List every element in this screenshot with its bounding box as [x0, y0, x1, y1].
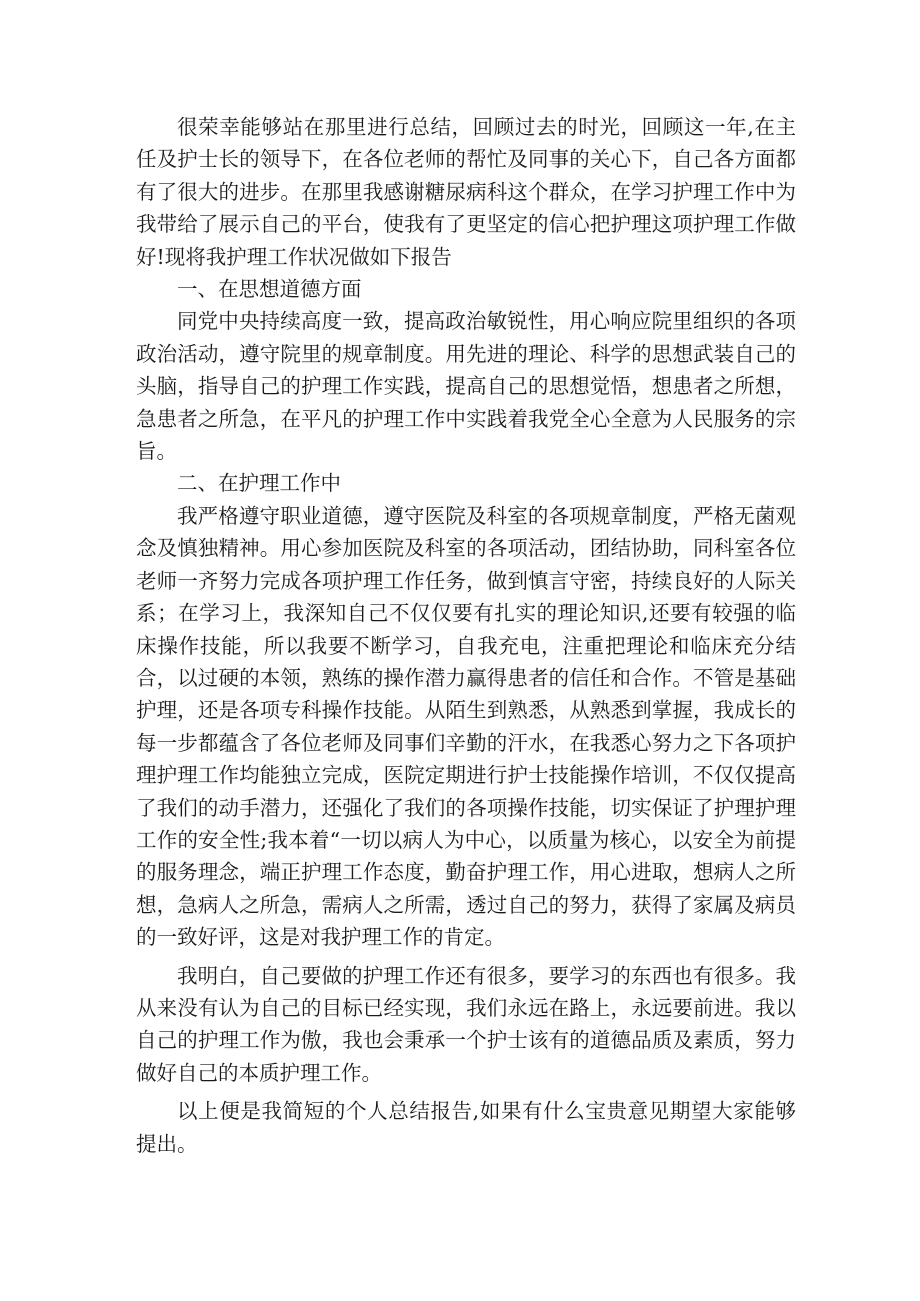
nursing-paragraph: 我严格遵守职业道德，遵守医院及科室的各项规章制度，严格无菌观念及慎独精神。用心参加医院及科室的各项活动，团结协助，同科室各位老师一齐努力完成各项护理工作任务，做到慎言守密，持续良好的人际关系；在学习上，我深知自己不仅仅要有扎实的理论知识,还要有较强的临床操作技能，所以我要不断学习，自我充电，注重把理论和临床充分结合，以过硬的本领，熟练的操作潜力赢得患者的信任和合作。不管是基础护理，还是各项专科操作技能。从陌生到熟悉，从熟悉到掌握，我成长的每一步都蕴含了各位老师及同事们辛勤的汗水，在我悉心努力之下各项护理护理工作均能独立完成，医院定期进行护士技能操作培训，不仅仅提高了我们的动手潜力，还强化了我们的各项操作技能，切实保证了护理护理工作的安全性;我本着“一切以病人为中心，以质量为核心，以安全为前提的服务理念，端正护理工作态度，勤奋护理工作，用心进取，想病人之所想，急病人之所急，需病人之所需，透过自己的努力，获得了家属及病员的一致好评，这是对我护理工作的肯定。: [136, 503, 796, 950]
intro-paragraph: 很荣幸能够站在那里进行总结，回顾过去的时光，回顾这一年,在主任及护士长的领导下，在各位老师的帮忙及同事的关心下，自己各方面都有了很大的进步。在那里我感谢糖尿病科这个群众，在学习护理工作中为我带给了展示自己的平台，使我有了更坚定的信心把护理这项护理工作做好!现将我护理工作状况做如下报告: [136, 115, 796, 269]
document-body: [136, 111, 796, 1160]
section-heading-nursing: 二、在护理工作中: [177, 471, 341, 496]
ideology-paragraph: 同党中央持续高度一致，提高政治敏锐性，用心响应院里组织的各项政治活动，遵守院里的规章制度。用先进的理论、科学的思想武装自己的头脑，指导自己的护理工作实践，提高自己的思想觉悟，想患者之所想，急患者之所急，在平凡的护理工作中实践着我党全心全意为人民服务的宗旨。: [136, 309, 796, 464]
reflection-paragraph: 我明白，自己要做的护理工作还有很多，要学习的东西也有很多。我从来没有认为自己的目标已经实现，我们永远在路上，永远要前进。我以自己的护理工作为傲，我也会秉承一个护士该有的道德品质及素质，努力做好自己的本质护理工作。: [136, 963, 796, 1085]
closing-paragraph: 以上便是我简短的个人总结报告,如果有什么宝贵意见期望大家能够提出。: [136, 1099, 796, 1156]
section-heading-ideology: 一、在思想道德方面: [177, 277, 362, 302]
